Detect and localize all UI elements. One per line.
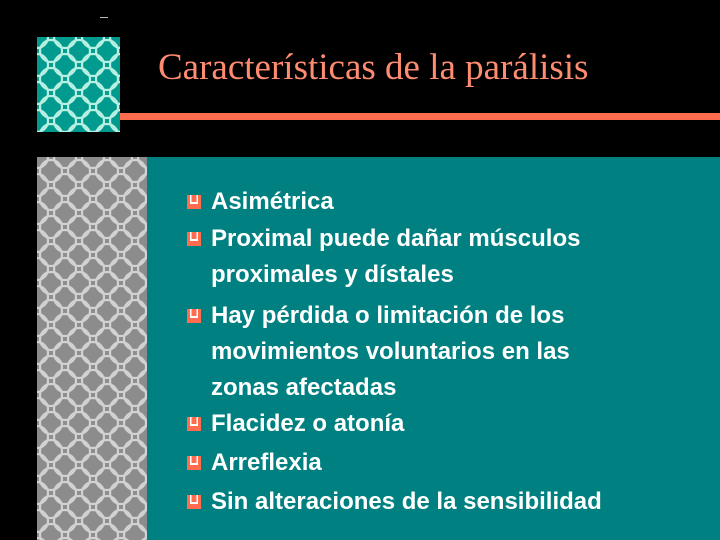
bullet-line: Flacidez o atonía: [211, 410, 405, 437]
corner-mark: [100, 17, 108, 18]
circle-pattern-decoration-side: [37, 157, 147, 540]
bullet-line: Sin alteraciones de la sensibilidad: [211, 488, 602, 515]
bullet-line: movimientos voluntarios en las: [211, 338, 570, 365]
bullet-line: zonas afectadas: [211, 374, 397, 401]
square-bullet-icon: [186, 231, 202, 247]
bullet-line: Arreflexia: [211, 449, 322, 476]
title-accent-bar: [120, 113, 720, 120]
square-bullet-icon: [186, 494, 202, 510]
bullet-line: Asimétrica: [211, 188, 334, 215]
square-bullet-icon: [186, 416, 202, 432]
bullet-line: Hay pérdida o limitación de los: [211, 302, 565, 329]
bullet-line: proximales y dístales: [211, 261, 454, 288]
square-bullet-icon: [186, 308, 202, 324]
square-bullet-icon: [186, 455, 202, 471]
bullet-line: Proximal puede dañar músculos: [211, 225, 581, 252]
slide-title: Características de la parálisis: [158, 47, 589, 88]
circle-pattern-decoration-top: [37, 37, 120, 132]
square-bullet-icon: [186, 194, 202, 210]
